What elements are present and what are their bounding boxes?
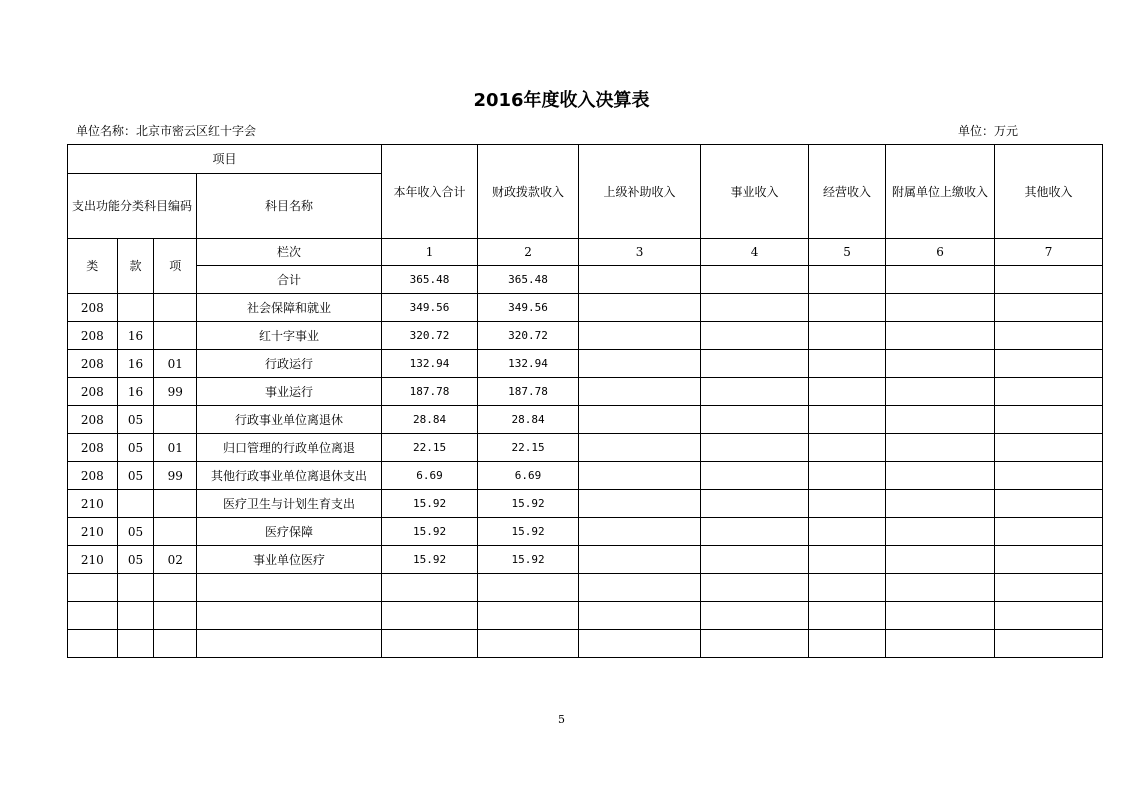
amount-cell: [995, 602, 1103, 630]
total-value: [579, 266, 701, 294]
header-lanci: 栏次: [197, 239, 382, 266]
header-kuan: 款: [117, 239, 154, 294]
amount-cell: [701, 490, 809, 518]
subject-name: 归口管理的行政单位离退: [197, 434, 382, 462]
amount-cell: [886, 462, 995, 490]
amount-cell: [995, 406, 1103, 434]
amount-cell: [809, 406, 886, 434]
code-xiang: [154, 490, 197, 518]
amount-cell: [995, 378, 1103, 406]
table-row: [68, 350, 1103, 378]
header-col-5: 经营收入: [809, 145, 886, 239]
amount-cell: [579, 378, 701, 406]
code-xiang: [154, 630, 197, 658]
header-col-2: 财政拨款收入: [478, 145, 579, 239]
amount-cell: [995, 630, 1103, 658]
amount-cell: 15.92: [382, 518, 478, 546]
amount-cell: [886, 630, 995, 658]
table-row: [68, 602, 1103, 630]
subject-name: 社会保障和就业: [197, 294, 382, 322]
amount-cell: [809, 574, 886, 602]
header-col-7: 其他收入: [995, 145, 1103, 239]
header-col-1: 本年收入合计: [382, 145, 478, 239]
amount-cell: 6.69: [382, 462, 478, 490]
amount-cell: [809, 546, 886, 574]
amount-cell: [886, 406, 995, 434]
income-final-accounts-table: [67, 144, 1103, 658]
amount-cell: [478, 630, 579, 658]
code-lei: [68, 602, 118, 630]
amount-cell: [579, 434, 701, 462]
amount-cell: [579, 350, 701, 378]
total-value: 365.48: [478, 266, 579, 294]
amount-cell: [995, 322, 1103, 350]
table-row: [68, 546, 1103, 574]
table-row: [68, 574, 1103, 602]
code-kuan: 05: [117, 434, 154, 462]
amount-cell: [701, 462, 809, 490]
amount-cell: [809, 378, 886, 406]
code-xiang: 01: [154, 350, 197, 378]
amount-cell: [701, 574, 809, 602]
total-row: [68, 266, 1103, 294]
table-row: [68, 434, 1103, 462]
code-lei: 208: [68, 378, 118, 406]
amount-cell: 349.56: [382, 294, 478, 322]
table-row: [68, 322, 1103, 350]
amount-cell: [809, 294, 886, 322]
code-kuan: [117, 490, 154, 518]
code-kuan: [117, 602, 154, 630]
subject-name: [197, 574, 382, 602]
amount-cell: [579, 322, 701, 350]
table-row: [68, 406, 1103, 434]
code-kuan: [117, 294, 154, 322]
total-value: [886, 266, 995, 294]
amount-cell: [579, 294, 701, 322]
amount-cell: [579, 406, 701, 434]
amount-cell: [995, 574, 1103, 602]
header-col-3: 上级补助收入: [579, 145, 701, 239]
amount-cell: 320.72: [382, 322, 478, 350]
amount-cell: [886, 518, 995, 546]
total-value: [995, 266, 1103, 294]
code-xiang: [154, 406, 197, 434]
amount-cell: [701, 294, 809, 322]
amount-cell: [478, 602, 579, 630]
amount-cell: [579, 518, 701, 546]
code-kuan: 16: [117, 350, 154, 378]
subject-name: 医疗保障: [197, 518, 382, 546]
code-lei: 210: [68, 546, 118, 574]
total-value: 365.48: [382, 266, 478, 294]
amount-cell: 15.92: [478, 518, 579, 546]
code-lei: 208: [68, 294, 118, 322]
amount-cell: 349.56: [478, 294, 579, 322]
code-kuan: [117, 630, 154, 658]
amount-cell: 28.84: [382, 406, 478, 434]
amount-cell: [701, 630, 809, 658]
amount-cell: [995, 434, 1103, 462]
code-kuan: 16: [117, 378, 154, 406]
table-row: [68, 490, 1103, 518]
table-row: [68, 462, 1103, 490]
code-xiang: [154, 574, 197, 602]
amount-cell: [382, 574, 478, 602]
amount-cell: [995, 294, 1103, 322]
subject-name: 事业单位医疗: [197, 546, 382, 574]
code-lei: [68, 574, 118, 602]
amount-cell: [382, 602, 478, 630]
subject-name: 行政事业单位离退休: [197, 406, 382, 434]
header-col-6: 附属单位上缴收入: [886, 145, 995, 239]
code-xiang: 02: [154, 546, 197, 574]
col-number: 7: [995, 239, 1103, 266]
table-row: [68, 518, 1103, 546]
amount-cell: [478, 574, 579, 602]
amount-cell: [886, 574, 995, 602]
amount-cell: 187.78: [382, 378, 478, 406]
amount-cell: [701, 434, 809, 462]
code-xiang: [154, 294, 197, 322]
amount-cell: 22.15: [382, 434, 478, 462]
table-row: [68, 378, 1103, 406]
amount-cell: [886, 546, 995, 574]
page-title: 2016年度收入决算表: [473, 90, 650, 111]
amount-cell: 6.69: [478, 462, 579, 490]
header-col-4: 事业收入: [701, 145, 809, 239]
col-number: 6: [886, 239, 995, 266]
amount-cell: [809, 490, 886, 518]
amount-cell: 320.72: [478, 322, 579, 350]
code-lei: 208: [68, 406, 118, 434]
code-xiang: 99: [154, 378, 197, 406]
amount-cell: 15.92: [382, 546, 478, 574]
amount-cell: [886, 294, 995, 322]
amount-cell: [701, 350, 809, 378]
code-kuan: 05: [117, 518, 154, 546]
code-xiang: [154, 518, 197, 546]
code-kuan: [117, 574, 154, 602]
code-xiang: 99: [154, 462, 197, 490]
col-number: 2: [478, 239, 579, 266]
amount-cell: [886, 378, 995, 406]
unit-name: 单位名称：北京市密云区红十字会: [76, 124, 257, 138]
amount-cell: [701, 602, 809, 630]
subject-name: 事业运行: [197, 378, 382, 406]
amount-cell: [886, 350, 995, 378]
amount-cell: [886, 602, 995, 630]
code-kuan: 16: [117, 322, 154, 350]
col-number: 5: [809, 239, 886, 266]
amount-cell: [995, 518, 1103, 546]
amount-cell: [701, 546, 809, 574]
amount-cell: [701, 322, 809, 350]
page-number: 5: [558, 713, 565, 726]
amount-cell: [579, 602, 701, 630]
amount-cell: [809, 434, 886, 462]
amount-cell: [701, 378, 809, 406]
amount-cell: [382, 630, 478, 658]
code-lei: 210: [68, 518, 118, 546]
code-lei: 210: [68, 490, 118, 518]
amount-cell: [579, 546, 701, 574]
col-number: 4: [701, 239, 809, 266]
amount-cell: [809, 350, 886, 378]
col-number: 1: [382, 239, 478, 266]
amount-cell: [995, 350, 1103, 378]
amount-cell: 22.15: [478, 434, 579, 462]
header-lei: 类: [68, 239, 118, 294]
code-lei: [68, 630, 118, 658]
header-xiang: 项: [154, 239, 197, 294]
amount-cell: [579, 490, 701, 518]
amount-cell: [809, 602, 886, 630]
amount-cell: [809, 630, 886, 658]
code-lei: 208: [68, 322, 118, 350]
code-kuan: 05: [117, 406, 154, 434]
total-label: 合计: [197, 266, 382, 294]
amount-cell: 187.78: [478, 378, 579, 406]
amount-cell: 132.94: [478, 350, 579, 378]
table-row: [68, 630, 1103, 658]
total-value: [809, 266, 886, 294]
header-code-group: 支出功能分类科目编码: [68, 174, 197, 239]
amount-cell: [579, 462, 701, 490]
amount-cell: 15.92: [478, 546, 579, 574]
code-kuan: 05: [117, 462, 154, 490]
amount-cell: [701, 518, 809, 546]
amount-cell: 132.94: [382, 350, 478, 378]
subject-name: 医疗卫生与计划生育支出: [197, 490, 382, 518]
amount-cell: [995, 546, 1103, 574]
amount-cell: [995, 462, 1103, 490]
header-item: 项目: [68, 145, 382, 174]
amount-cell: 15.92: [478, 490, 579, 518]
amount-cell: [809, 518, 886, 546]
code-lei: 208: [68, 434, 118, 462]
amount-cell: [995, 490, 1103, 518]
amount-cell: [886, 434, 995, 462]
code-xiang: 01: [154, 434, 197, 462]
amount-cell: 15.92: [382, 490, 478, 518]
total-value: [701, 266, 809, 294]
amount-cell: 28.84: [478, 406, 579, 434]
amount-cell: [809, 462, 886, 490]
code-xiang: [154, 602, 197, 630]
amount-cell: [579, 630, 701, 658]
code-lei: 208: [68, 462, 118, 490]
amount-cell: [579, 574, 701, 602]
subject-name: 行政运行: [197, 350, 382, 378]
code-xiang: [154, 322, 197, 350]
subject-name: [197, 630, 382, 658]
subject-name: 其他行政事业单位离退休支出: [197, 462, 382, 490]
subject-name: [197, 602, 382, 630]
currency-unit: 单位：万元: [958, 124, 1019, 138]
code-lei: 208: [68, 350, 118, 378]
amount-cell: [886, 490, 995, 518]
amount-cell: [886, 322, 995, 350]
amount-cell: [701, 406, 809, 434]
subject-name: 红十字事业: [197, 322, 382, 350]
amount-cell: [809, 322, 886, 350]
col-number: 3: [579, 239, 701, 266]
table-row: [68, 294, 1103, 322]
code-kuan: 05: [117, 546, 154, 574]
header-subject-name: 科目名称: [197, 174, 382, 239]
